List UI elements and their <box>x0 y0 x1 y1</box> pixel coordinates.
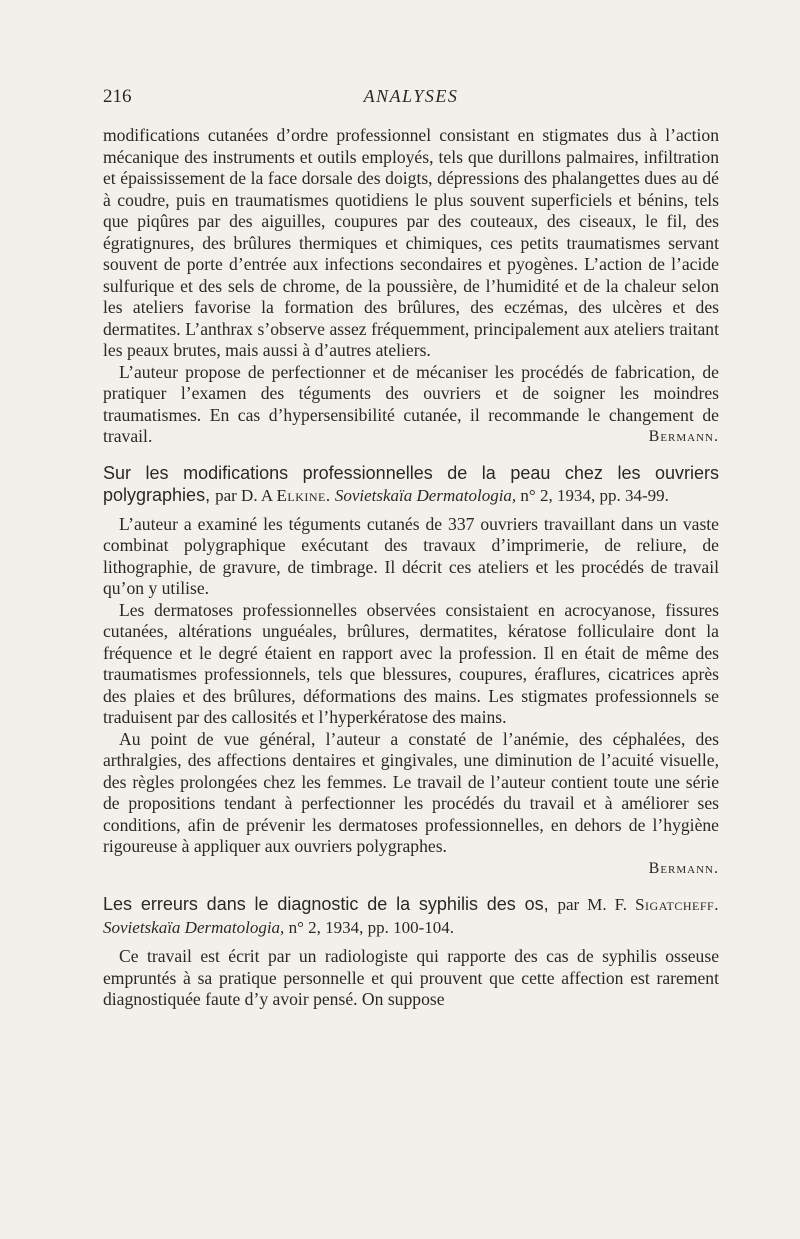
page-body <box>103 125 719 1011</box>
paragraph-text: L’auteur propose de perfectionner et de mécaniser les procédés de fabrication, de pratiquer l’examen des téguments des ouvriers et de soigner les moindres traumatismes. En cas d’hypersensibilité cutanée, il recommande le changement de travail. <box>103 361 719 446</box>
paragraph <box>103 362 719 448</box>
article-title: Sur les modifications professionnelles de la peau chez les ouvriers polygraphies, <box>103 462 719 505</box>
running-title: ANALYSES <box>363 86 459 106</box>
page-header <box>103 86 719 112</box>
citation: n° 2, 1934, pp. 100-104. <box>288 918 455 937</box>
article-heading <box>103 462 719 507</box>
article-author: Sigatcheff. <box>635 895 719 914</box>
journal-name: Sovietskaïa Dermatologia, <box>103 918 285 937</box>
article-heading <box>103 893 719 939</box>
article-byline <box>215 486 669 505</box>
journal-name: Sovietskaïa Dermatologia, <box>334 485 517 505</box>
spacer <box>103 939 719 946</box>
paragraph: modifications cutanées d’ordre professionnel consistant en stigmates dus à l’action mécanique des instruments et outils employés, tels que durillons palmaires, infiltration et épaississement de la face dorsale des doigts, dépressions des phalangettes dues au dé à coudre, puis en traumatismes quotidiens le plus souvent superficiels et bénins, tels que piqûres par des aiguilles, coupures par des couteaux, des ciseaux, le fil, des égratignures, des brûlures thermiques et chimiques, ces petits traumatismes servant souvent de porte d’entrée aux infections secondaires et pyogènes. L’action de l’acide sulfurique et des sels de chrome, de la poussière, de l’humidité et de la chaleur selon les ateliers favorise la formation des brûlures, des eczémas, des ulcères et des dermatites. L’anthrax s’observe assez fréquemment, principalement aux ateliers traitant les peaux brutes, mais aussi à d’autres ateliers. <box>103 125 719 360</box>
page-number: 216 <box>103 86 132 107</box>
article-title: Les erreurs dans le diagnostic de la syphilis des os, <box>103 894 549 914</box>
spacer <box>103 507 719 514</box>
paragraph: Les dermatoses professionnelles observées consistaient en acrocyanose, fissures cutanées, altérations unguéales, brûlures, dermatites, kératose folliculaire dont la fréquence et le degré étaient en rapport avec la profession. Il en était de même des traumatismes professionnels, tels que blessures, coupures, éraflures, cicatrices après des plaies et des brûlures, déformations des mains. Les stigmates professionnels se traduisent par des callosités et l’hyperkératose des mains. <box>103 599 719 727</box>
author-signature: Bermann. <box>648 859 719 877</box>
article-author: Elkine. <box>276 485 331 505</box>
author-signature: Bermann. <box>648 428 719 445</box>
paragraph: Ce travail est écrit par un radiologiste qui rapporte des cas de syphilis osseuse empruntés à sa pratique personnelle et qui prouvent que cette affection est rarement diagnostiquée faute d’y avoir pensé. On suppose <box>103 946 719 1009</box>
paragraph: L’auteur a examiné les téguments cutanés de 337 ouvriers travaillant dans un vaste combinat polygraphique exécutant des travaux d’imprimerie, de reliure, de lithographie, de gravure, de timbrage. Il décrit ces ateliers et les procédés de travail qu’on y utilise. <box>103 513 719 598</box>
paragraph: Au point de vue général, l’auteur a constaté de l’anémie, des céphalées, des arthralgies, des affections dentaires et gingivales, une diminution de l’acuité visuelle, des règles prolongées chez les femmes. Le travail de l’auteur contient toute une série de propositions tendant à perfectionner les procédés du travail et à améliorer ses conditions, afin de prévenir les dermatoses professionnelles, en dehors de l’hygiène rigoureuse à appliquer aux ouvriers polygraphes. <box>103 728 719 856</box>
citation: n° 2, 1934, pp. 34-99. <box>520 485 669 505</box>
byline-prefix: par M. F. <box>557 895 628 914</box>
byline-prefix: par D. A <box>215 485 273 505</box>
